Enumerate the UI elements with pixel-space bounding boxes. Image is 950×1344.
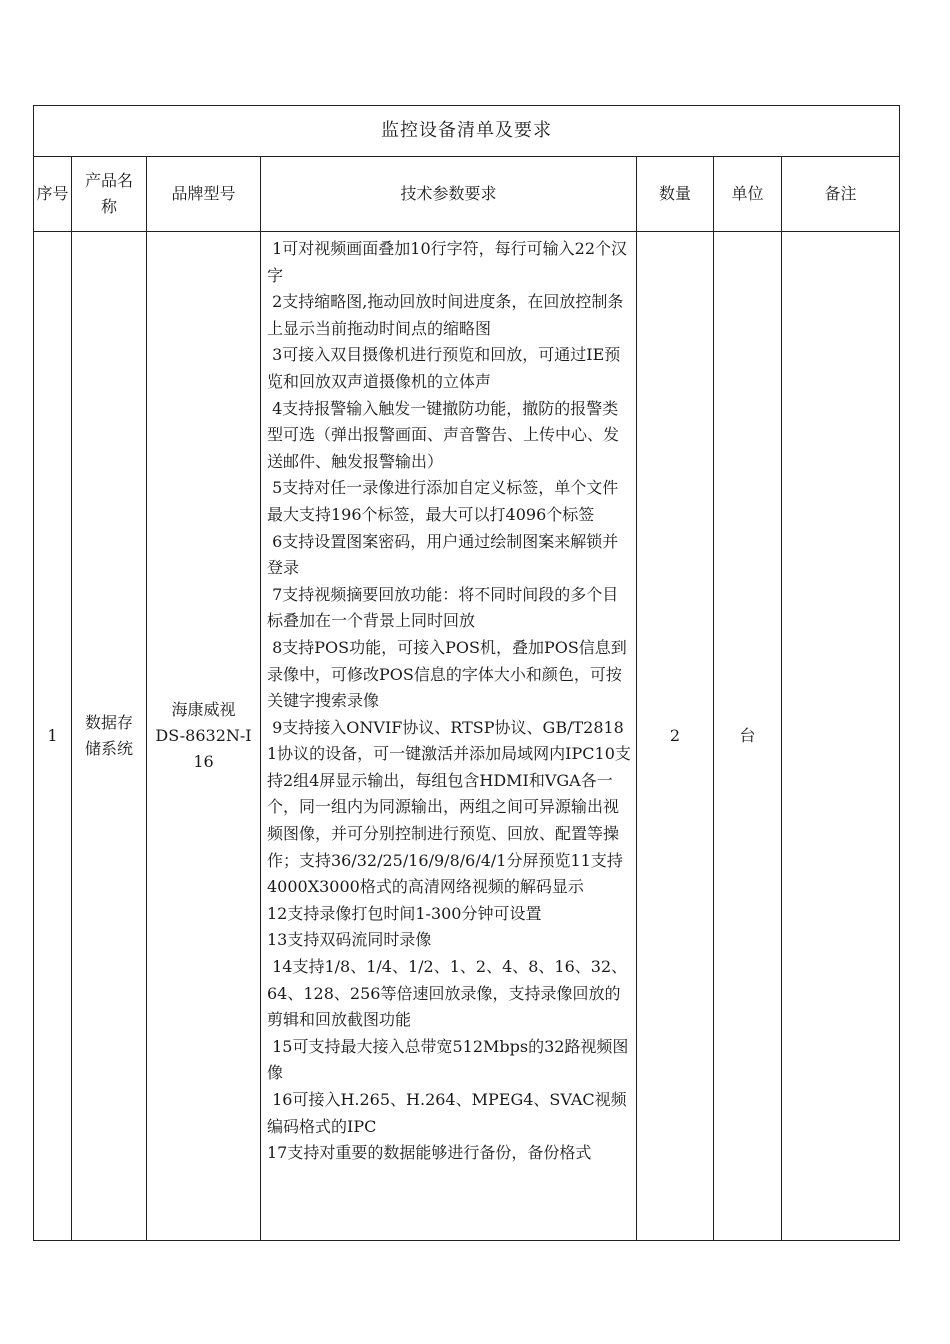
row-unit: 台 [714,232,782,1241]
header-tech-params: 技术参数要求 [261,157,637,232]
table-header-row [34,157,900,232]
tech-param-item: 2支持缩略图,拖动回放时间进度条，在回放控制条上显示当前拖动时间点的缩略图 [267,292,624,338]
tech-param-item: 4支持报警输入触发一键撤防功能，撤防的报警类型可选（弹出报警画面、声音警告、上传中心、发送邮件、触发报警输出） [267,398,620,471]
model-suffix-line: 16 [193,752,214,771]
row-remark [782,232,900,1241]
tech-param-item: 15可支持最大接入总带宽512Mbps的32路视频图像 [267,1036,629,1083]
tech-param-item: 12支持录像打包时间1-300分钟可设置 [267,903,542,923]
header-index: 序号 [34,157,72,232]
header-brand-model: 品牌型号 [147,157,261,232]
header-unit: 单位 [714,157,782,232]
table-title: 监控设备清单及要求 [34,106,900,157]
tech-param-item: 9支持接入ONVIF协议、RTSP协议、GB/T28181协议的设备，可一键激活并添加局域网内IPC10支持2组4屏显示输出，每组包含HDMI和VGA各一个，同一组内为同源输出，两组之间可异源输出视频图像，并可分别控制进行预览、回放、配置等操作；支持36/32/25/16/9/8/6/4/1分屏预览11支持4000X3000格式的高清网络视频的解码显示 [267,717,631,897]
equipment-spec-table [33,105,900,1241]
tech-param-item: 3可接入双目摄像机进行预览和回放，可通过IE预览和回放双声道摄像机的立体声 [267,345,621,391]
brand-line: 海康威视 [171,700,236,719]
row-quantity: 2 [637,232,714,1241]
row-product-name: 数据存储系统 [72,232,147,1241]
tech-param-item: 17支持对重要的数据能够进行备份，备份格式 [267,1143,592,1163]
tech-param-item: 1可对视频画面叠加10行字符，每行可输入22个汉字 [267,239,627,285]
model-line: DS-8632N-I [155,726,252,745]
table-row [34,232,900,1241]
tech-param-item: 7支持视频摘要回放功能：将不同时间段的多个目标叠加在一个背景上同时回放 [267,584,619,631]
row-index: 1 [34,232,72,1241]
header-remark: 备注 [782,157,900,232]
tech-params-list [267,236,632,1236]
tech-param-item: 14支持1/8、1/4、1/2、1、2、4、8、16、32、64、128、256等倍速回放录像，支持录像回放的剪辑和回放截图功能 [267,957,628,1030]
row-brand-model [147,232,261,1241]
tech-param-item: 16可接入H.265、H.264、MPEG4、SVAC视频编码格式的IPC [267,1090,627,1136]
header-quantity: 数量 [637,157,714,232]
tech-param-item: 6支持设置图案密码，用户通过绘制图案来解锁并登录 [267,531,619,578]
header-product-name: 产品名称 [72,157,147,232]
row-tech-params [261,232,637,1241]
tech-param-item: 13支持双码流同时录像 [267,930,432,950]
tech-param-item: 5支持对任一录像进行添加自定义标签，单个文件最大支持196个标签，最大可以打4096个标签 [267,478,619,524]
tech-param-item: 8支持POS功能，可接入POS机，叠加POS信息到录像中，可修改POS信息的字体大小和颜色，可按关键字搜索录像 [267,637,627,711]
